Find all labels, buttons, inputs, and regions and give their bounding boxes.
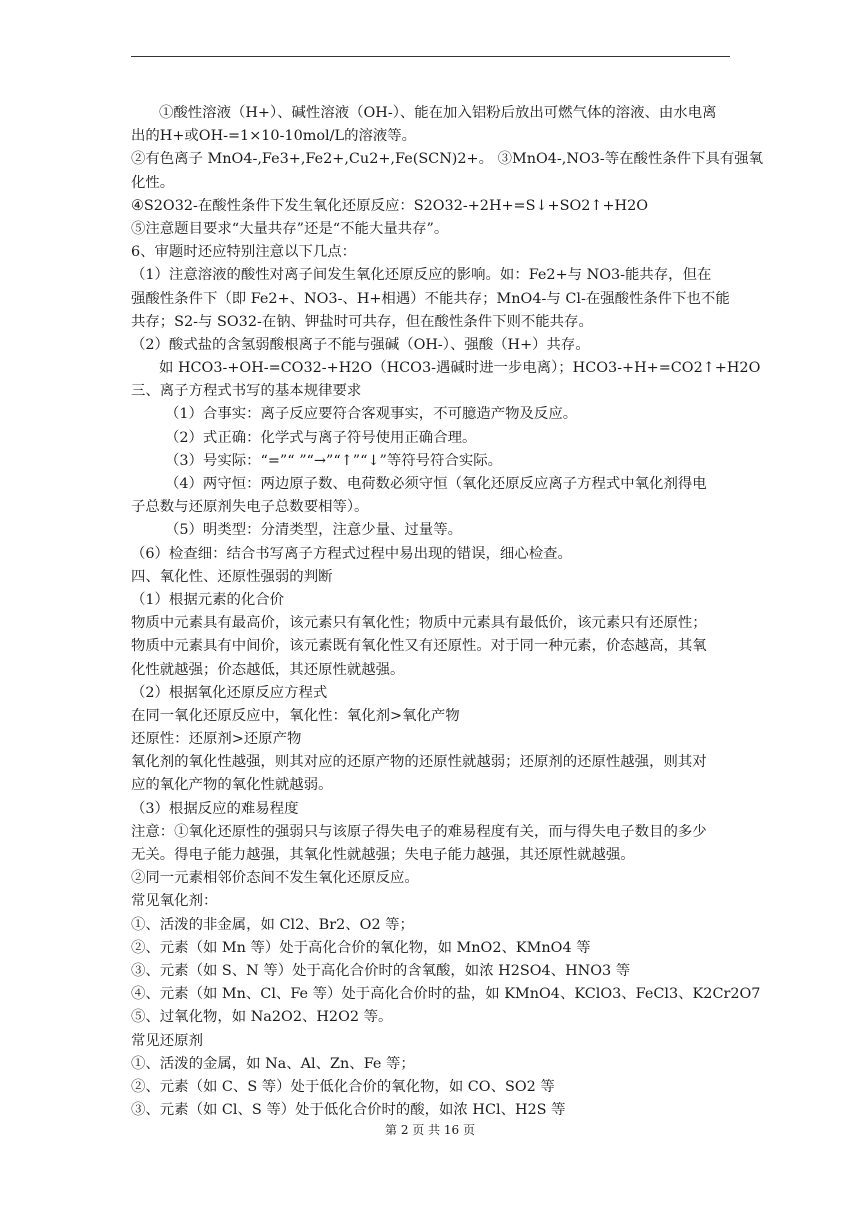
text-line: 无关。得电子能力越强，其氧化性就越强；失电子能力越强，其还原性就越强。 <box>131 847 635 863</box>
text-line: （3）号实际：“=”“ ”“→”“↑”“↓”等符号符合实际。 <box>165 452 503 469</box>
text-line: ①酸性溶液（H+）、碱性溶液（OH-）、能在加入铝粉后放出可燃气体的溶液、由水电离 <box>159 105 717 121</box>
text-line: ②、元素（如 Mn 等）处于高化合价的氧化物，如 MnO2、KMnO4 等 <box>131 939 591 956</box>
text-line: （1）根据元素的化合价 <box>131 591 285 608</box>
text-line: 共存；S2-与 SO32-在钠、钾盐时可共存，但在酸性条件下则不能共存。 <box>131 313 593 330</box>
text-line: （2）酸式盐的含氢弱酸根离子不能与强碱（OH-）、强酸（H+）共存。 <box>131 336 590 353</box>
text-line: 常见氧化剂： <box>131 893 218 910</box>
text-line: 应的氧化产物的氧化性就越弱。 <box>131 777 333 794</box>
text-line: 在同一氧化还原反应中，氧化性：氧化剂>氧化产物 <box>131 707 460 724</box>
text-line: ④S2O32-在酸性条件下发生氧化还原反应：S2O32-+2H+=S↓+SO2↑+H2O <box>131 197 649 214</box>
text-line: （6）检查细：结合书写离子方程式过程中易出现的错误，细心检查。 <box>131 545 572 562</box>
text-line: ③、元素（如 S、N 等）处于高化合价时的含氧酸，如浓 H2SO4、HNO3 等 <box>131 962 631 979</box>
text-line: ②同一元素相邻价态间不发生氧化还原反应。 <box>131 870 419 887</box>
text-line: ①、活泼的金属，如 Na、Al、Zn、Fe 等； <box>131 1055 415 1072</box>
text-line: 四、氧化性、还原性强弱的判断 <box>131 568 333 585</box>
text-line: 常见还原剂 <box>131 1032 203 1049</box>
text-line: （3）根据反应的难易程度 <box>131 800 299 817</box>
page-number: 第 2 页 共 16 页 <box>385 1123 475 1137</box>
text-line: ⑤、过氧化物，如 Na2O2、H2O2 等。 <box>131 1009 393 1026</box>
text-line: 注意：①氧化还原性的强弱只与该原子得失电子的难易程度有关，而与得失电子数目的多少 <box>131 823 707 840</box>
text-line: （2）式正确：化学式与离子符号使用正确合理。 <box>165 429 477 446</box>
text-line: 化性。 <box>131 174 175 191</box>
text-line: 如 HCO3-+OH-=CO32-+H2O（HCO3-遇碱时进一步电离）；HCO3-+H+=CO2↑+H2O <box>159 360 761 377</box>
text-line: ②有色离子 MnO4-,Fe3+,Fe2+,Cu2+,Fe(SCN)2+。 ③MnO4-,NO3-等在酸性条件下具有强氧 <box>131 151 764 168</box>
text-line: ①、活泼的非金属，如 Cl2、Br2、O2 等； <box>131 916 414 933</box>
text-line: （2）根据氧化还原反应方程式 <box>131 684 328 701</box>
text-line: （1）注意溶液的酸性对离子间发生氧化还原反应的影响。如：Fe2+与 NO3-能共存，但在 <box>131 267 712 284</box>
text-line: 三、离子方程式书写的基本规律要求 <box>131 383 362 400</box>
text-line: 氧化剂的氧化性越强，则其对应的还原产物的还原性就越弱；还原剂的还原性越强，则其对 <box>131 754 707 771</box>
text-line: 化性就越强；价态越低，其还原性就越强。 <box>131 661 405 678</box>
text-line: 强酸性条件下（即 Fe2+、NO3-、H+相遇）不能共存；MnO4-与 Cl-在强酸性条件下也不能 <box>131 290 730 307</box>
text-line: ②、元素（如 C、S 等）处于低化合价的氧化物，如 CO、SO2 等 <box>131 1078 555 1095</box>
text-line: （5）明类型：分清类型，注意少量、过量等。 <box>165 522 462 539</box>
text-line: （1）合事实：离子反应要符合客观事实，不可臆造产物及反应。 <box>165 406 578 423</box>
text-line: 还原性：还原剂>还原产物 <box>131 731 302 748</box>
text-line: 6、审题时还应特别注意以下几点： <box>131 244 357 261</box>
text-line: 子总数与还原剂失电子总数要相等）。 <box>131 499 369 516</box>
text-line: 出的H+或OH-=1×10-10mol/L的溶液等。 <box>131 128 417 145</box>
text-line: 物质中元素具有最高价，该元素只有氧化性；物质中元素具有最低价，该元素只有还原性； <box>131 615 707 632</box>
text-line: ③、元素（如 Cl、S 等）处于低化合价时的酸，如浓 HCl、H2S 等 <box>131 1102 566 1119</box>
header-rule <box>131 56 730 57</box>
text-line: ④、元素（如 Mn、Cl、Fe 等）处于高化合价时的盐，如 KMnO4、KClO3、FeCl3、K2Cr2O7 <box>131 986 761 1003</box>
document-body <box>131 102 764 1122</box>
text-line: 物质中元素具有中间价，该元素既有氧化性又有还原性。对于同一种元素，价态越高，其氧 <box>131 638 707 655</box>
text-line: （4）两守恒：两边原子数、电荷数必须守恒（氧化还原反应离子方程式中氧化剂得电 <box>165 476 707 492</box>
text-line: ⑤注意题目要求“大量共存”还是“不能大量共存”。 <box>131 220 449 237</box>
